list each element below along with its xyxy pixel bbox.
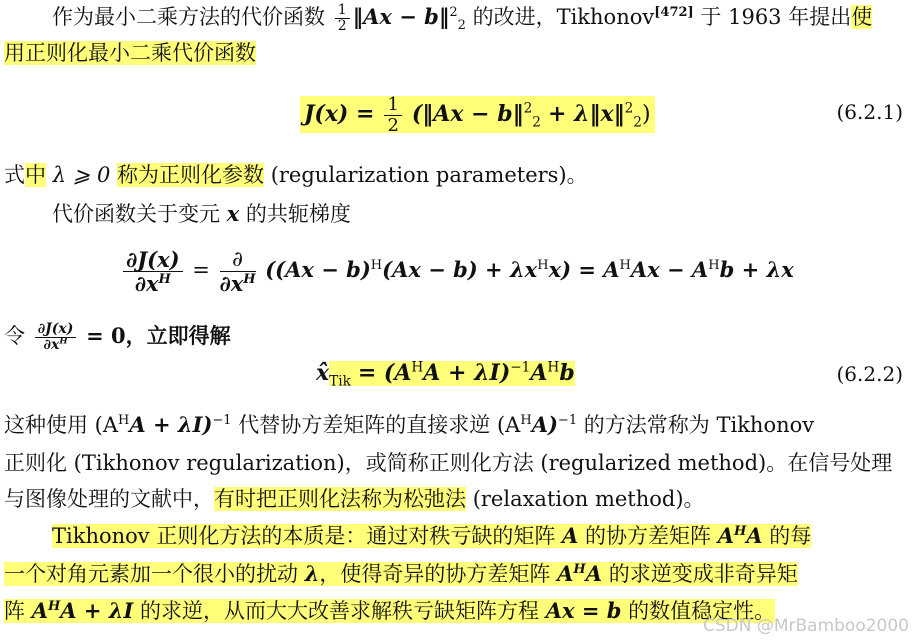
grad-rhs5: b + λx xyxy=(719,257,794,282)
eq-rhs: (‖Ax − b‖ xyxy=(411,101,524,127)
eq2-rhs4: b xyxy=(559,360,575,386)
eq2-rhs3: A xyxy=(530,360,548,386)
var: x xyxy=(226,201,240,226)
eq2-sub: Tik xyxy=(329,373,351,390)
text: 的协方差矩阵 xyxy=(585,524,711,548)
equation-6-2-2: $x̂_{Tik} = (A^HA + \lambda I)^{-1}A^Hb$ xyxy=(316,359,575,390)
eq2-rhs: = (A xyxy=(357,360,412,386)
text: = 0，立即得解 xyxy=(86,323,231,348)
highlight: 称为正则化参数 xyxy=(117,163,264,187)
grad-rhs: ((Ax − b) xyxy=(265,257,371,282)
text: 的数值稳定性。 xyxy=(628,599,776,623)
equation-6-2-1: J(x) = $\frac{1}{2}$ (‖Ax − b‖$^2_2$ + λ‖x‖$^2_2$) xyxy=(300,94,655,135)
text: 的每 xyxy=(769,524,812,548)
para6-line1: Tikhonov 正则化方法的本质是：通过对秩亏缺的矩阵 A 的协方差矩阵 $A^HA$ 的每 xyxy=(52,523,812,548)
text: 这种使用 (A xyxy=(4,413,119,437)
highlight: 用正则化最小二乘代价函数 xyxy=(4,41,256,65)
para6-line2: 一个对角元素加一个很小的扰动 λ，使得奇异的协方差矩阵 $A^HA$ 的求逆变成非奇异矩 xyxy=(4,561,798,586)
half-fraction: $\frac{1}{2}$ xyxy=(335,3,350,35)
text: Tikhonov 正则化方法的本质是：通过对秩亏缺的矩阵 xyxy=(52,524,556,548)
text: 代价函数关于变元 xyxy=(52,202,220,226)
grad-rhs4: Ax − A xyxy=(630,257,709,282)
citation: [472] xyxy=(654,5,694,20)
text: 阵 xyxy=(4,599,25,623)
text: 一个对角元素加一个很小的扰动 xyxy=(4,562,298,586)
small-fraction: $\frac{\partial J(x)}{\partial x^H}$ xyxy=(35,322,77,354)
equation-number: (6.2.1) xyxy=(836,100,903,124)
half-fraction: $\frac{1}{2}$ xyxy=(384,95,401,136)
eq2-lhs: x̂ xyxy=(316,360,330,386)
text: 的改进，Tikhonov xyxy=(472,5,655,29)
eq-lhs: J(x) = xyxy=(304,101,375,127)
para1-line2 xyxy=(4,38,256,68)
para4 xyxy=(4,318,231,354)
highlight: 中 xyxy=(25,163,46,187)
highlight: 使 xyxy=(851,5,873,29)
grad-rhs2: (Ax − b) + λx xyxy=(382,257,538,282)
grad-fraction: $\frac{\partial J(x)}{\partial x^H}$ xyxy=(123,248,183,295)
highlight: 有时把正则化法称为松弛法 xyxy=(214,487,466,511)
para1-line1: 作为最小二乘方法的代价函数 $\frac{1}{2}$ ‖Ax − b‖$^2_2$ 的改进，Tikhonov[472] 于 1963 年提出使 xyxy=(52,1,873,34)
cost-expr: ‖Ax − b‖ xyxy=(352,4,450,29)
text: A) xyxy=(531,412,558,437)
text: 的共轭梯度 xyxy=(245,202,351,226)
para5-line3 xyxy=(4,484,705,514)
lambda-cond: λ ⩾ 0 xyxy=(52,163,111,187)
text: 于 1963 年提出 xyxy=(700,5,852,29)
partial-fraction: $\frac{\partial}{\partial x^H}$ xyxy=(219,246,256,296)
equation-number: (6.2.2) xyxy=(836,362,903,386)
grad-rhs3: x) = A xyxy=(548,257,620,282)
text: 令 xyxy=(4,324,25,348)
para3 xyxy=(52,199,351,229)
text: 与图像处理的文献中， xyxy=(4,487,214,511)
text: 式 xyxy=(4,163,25,187)
text: 代替协方差矩阵的直接求逆 (A xyxy=(238,413,521,437)
text: 的求逆，从而大大改善求解秩亏缺矩阵方程 xyxy=(140,599,540,623)
text: 的方法常称为 Tikhonov xyxy=(583,413,815,437)
text: A + λI) xyxy=(129,412,213,437)
text: ，使得奇异的协方差矩阵 xyxy=(319,562,551,586)
para2 xyxy=(4,160,588,190)
text: 作为最小二乘方法的代价函数 xyxy=(52,5,325,29)
text: (relaxation method)。 xyxy=(472,487,705,511)
text: (regularization parameters)。 xyxy=(270,163,588,187)
eq2-rhs2: A + λI) xyxy=(423,360,511,386)
watermark: CSDN @MrBamboo2000 xyxy=(702,616,909,636)
para5-line1: 这种使用 $(A^HA + \lambda I)^{-1}$ 代替协方差矩阵的直接求逆 $(A^HA)^{-1}$ 的方法常称为 Tikhonov xyxy=(4,412,815,437)
para5-line2: 正则化 (Tikhonov regularization)，或简称正则化方法 (regularized method)。在信号处理 xyxy=(4,451,893,475)
para6-line3: 阵 $A^HA + \lambda I$ 的求逆，从而大大改善求解秩亏缺矩阵方程 Ax = b 的数值稳定性。 xyxy=(4,598,776,623)
text: 的求逆变成非奇异矩 xyxy=(608,562,798,586)
gradient-equation: $\frac{\partial J(x)}{\partial x^H}$ = $\frac{\partial}{\partial x^H}$ $((Ax - b)^H(Ax - b) + \lambda x^Hx) = A^HAx - A^Hb + \lambda x$ xyxy=(120,244,794,296)
eq-rhs2: + λ‖x‖ xyxy=(547,101,625,127)
